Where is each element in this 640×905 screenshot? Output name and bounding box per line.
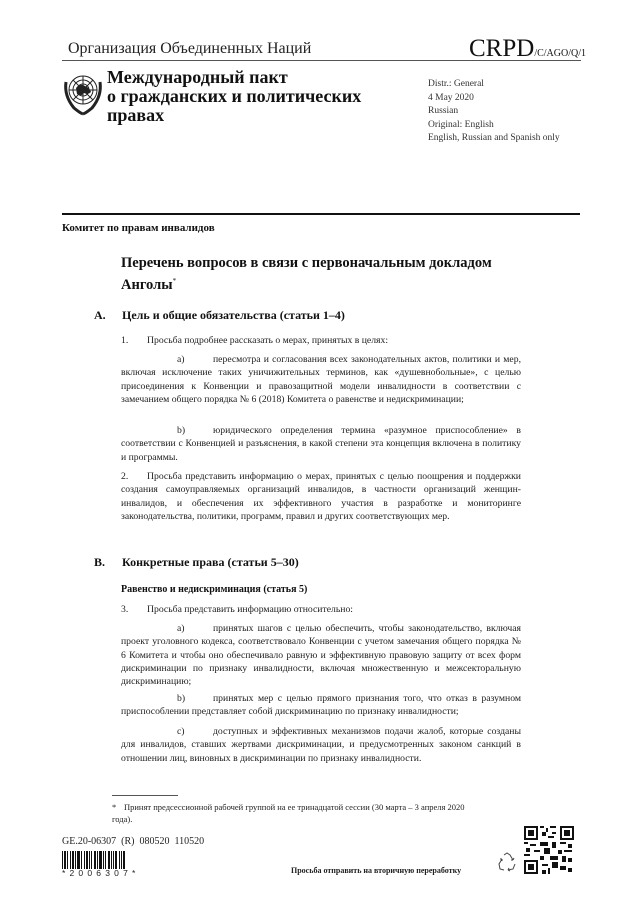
section-b-heading [94,555,299,570]
item-label: c) [177,726,185,737]
recycle-icon [496,851,518,873]
footnote-text: Принят предсессионной рабочей группой на ее тринадцатой сессии (30 марта – 3 апреля 2020 года). [112,802,465,824]
paragraph-1 [121,334,521,347]
paragraph-1-item-a [121,353,521,406]
barcode-icon [62,851,138,869]
treaty-title-line: правах [107,105,165,125]
treaty-title [107,68,361,125]
qr-code-icon [524,826,574,874]
paragraph-3-item-b [121,692,521,719]
distr-languages-only: English, Russian and Spanish only [428,133,560,143]
section-letter: A. [94,308,106,322]
item-text: пересмотра и согласования всех законодательных актов, политики и мер, включая исключение таких уничижительных терминов, как «душевнобольные», с целью присоединения к Конвенции и правозащитной модели инвалидности в соответствии с замечанием общего порядка № 6 (2018) Комитета о равенстве и недискриминации; [121,354,521,405]
section-title: Конкретные права (статьи 5–30) [122,555,299,569]
item-text: доступных и эффективных механизмов подачи жалоб, которые созданы для инвалидов, ставших жертвами дискриминации, и предусмотренных законом санкций в отношении лиц, виновных в дискриминации по признаку инвалидности. [121,726,521,764]
title-line-2: Анголы [121,276,173,293]
barcode-number: *2006307* [62,868,140,878]
paragraph-3-item-a [121,622,521,688]
paragraph-2 [121,470,521,523]
treaty-title-line: о гражданских и политических [107,86,362,106]
distr-date: 4 May 2020 [428,92,474,103]
distr-original: Original: English [428,119,494,130]
section-title: Цель и общие обязательства (статьи 1–4) [122,308,345,322]
item-label: a) [177,623,185,634]
document-title [121,254,541,294]
symbol-main: CRPD [469,35,535,62]
symbol-suffix: /C/AGO/Q/1 [534,48,586,59]
subsection-heading: Равенство и недискриминация (статья 5) [121,584,308,595]
paragraph-text: Просьба представить информацию о мерах, принятых с целью поощрения и поддержки создания самоуправляемых организаций инвалидов, в частности организаций женщин-инвалидов, и обеспечения их эффективного участия в разработке и мониторинге законодательства, политики, программ, правил и других соответствующих мер. [121,471,521,522]
committee-name: Комитет по правам инвалидов [62,222,215,234]
treaty-title-line: Международный пакт [107,67,288,87]
item-label: a) [177,354,185,365]
job-number: GE.20-06307 (R) 080520 110520 [62,836,205,847]
header-rule [62,60,581,61]
footnote [112,801,482,825]
organization-name: Организация Объединенных Наций [68,40,312,57]
paragraph-1-item-b [121,424,521,464]
paragraph-text: Просьба подробнее рассказать о мерах, принятых в целях: [147,335,389,346]
paragraph-text: Просьба представить информацию относительно: [147,604,353,615]
section-a-heading [94,308,345,323]
document-symbol [469,35,586,63]
recycle-notice: Просьба отправить на вторичную переработку [291,866,462,875]
distr-language: Russian [428,106,459,116]
footnote-star: * [112,802,117,812]
item-text: принятых шагов с целью обеспечить, чтобы законодательство, включая проект уголовного кодекса, соответствовало Конвенции с учетом замечания общего порядка № 6 Комитета и чтобы оно обеспечивало равную и эффективную правовую защиту от всех форм дискриминации по признаку инвалидности, включая множественную и межсекторальную дискриминацию; [121,623,521,688]
section-letter: B. [94,555,106,569]
paragraph-3-item-c [121,725,521,765]
item-text: принятых мер с целью прямого признания того, что отказ в разумном приспособлении представляет собой дискриминацию по признаку инвалидности; [121,693,521,718]
title-rule [62,213,580,215]
paragraph-3 [121,603,521,616]
paragraph-number: 2. [121,471,129,482]
distr-general: Distr.: General [428,79,484,89]
item-label: b) [177,425,186,436]
footnote-rule [112,795,178,796]
paragraph-number: 3. [121,604,129,615]
footnote-mark[interactable]: * [172,277,177,285]
distribution-block [428,78,560,146]
title-line-1: Перечень вопросов в связи с первоначальным докладом [121,255,492,271]
item-text: юридического определения термина «разумное приспособление» в соответствии с Конвенцией и разъяснения, в какой степени эта концепция включена в политику и программы. [121,425,521,463]
paragraph-number: 1. [121,335,129,346]
item-label: b) [177,693,186,704]
un-emblem-icon [62,68,104,118]
